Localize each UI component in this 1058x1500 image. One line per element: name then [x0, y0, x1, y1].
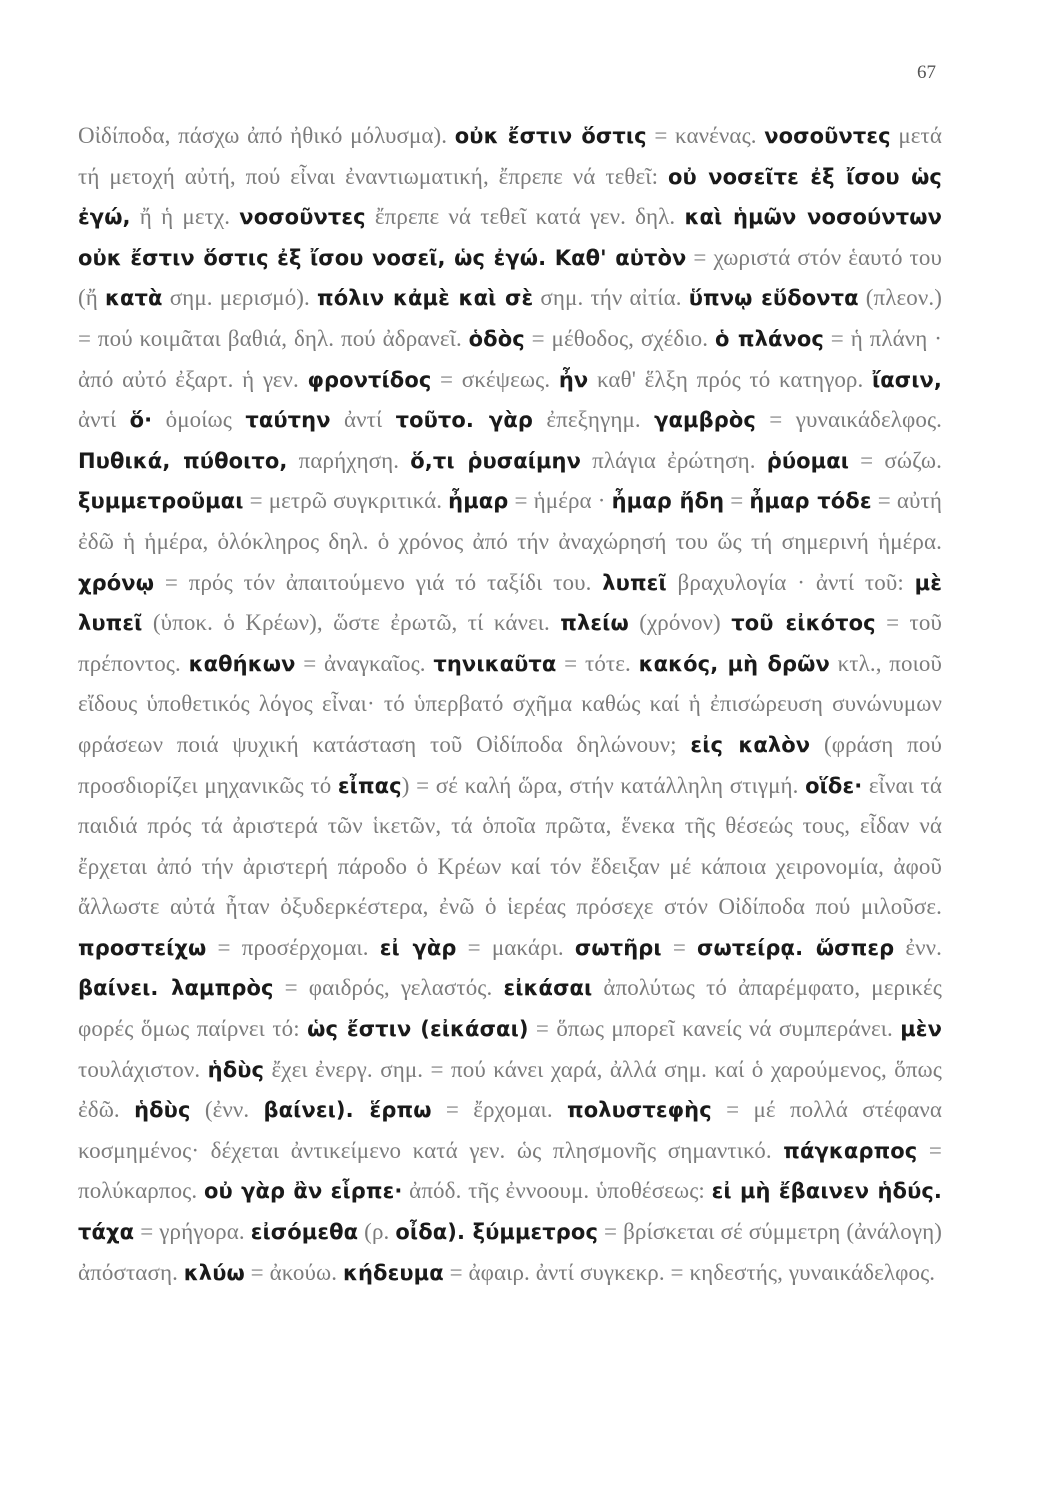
- headword: οἶδα). ξύμμετρος: [395, 1220, 598, 1245]
- commentary: ἀντί: [78, 407, 130, 433]
- commentary: βραχυλογία · ἀντί τοῦ:: [666, 569, 915, 595]
- headword: κατὰ: [105, 286, 163, 311]
- headword: ὁ πλάνος: [714, 326, 824, 351]
- commentary: (ἐνν.: [190, 1097, 264, 1123]
- headword: ἦν: [558, 367, 589, 392]
- commentary: (χρόνον): [628, 610, 732, 636]
- commentary: ) = σέ καλή ὥρα, στήν κατάλληλη στιγμή.: [401, 772, 806, 798]
- commentary: παρήχηση.: [287, 447, 411, 473]
- headword: πολυστεφὴς: [567, 1098, 712, 1123]
- commentary: ἤ ἡ μετχ.: [130, 204, 240, 230]
- headword: ὕπνῳ εὕδοντα: [688, 286, 859, 311]
- commentary: = σκέψεως.: [431, 366, 559, 392]
- headword: κλύω: [183, 1260, 245, 1285]
- commentary: = πολύκαρπος.: [78, 1137, 942, 1204]
- headword: νοσοῦντες: [764, 124, 891, 148]
- commentary-text: [78, 116, 942, 1293]
- headword: ἦμαρ: [448, 489, 509, 514]
- headword: νοσοῦντες: [239, 205, 366, 230]
- headword: μὲν: [900, 1017, 942, 1042]
- commentary: σημ. μερισμό).: [162, 285, 318, 311]
- headword: πάγκαρπος: [783, 1138, 918, 1163]
- commentary: = φαιδρός, γελαστός.: [273, 975, 504, 1001]
- headword: ἡδὺς: [134, 1098, 191, 1123]
- commentary: τουλάχιστον.: [78, 1056, 208, 1082]
- commentary: = μακάρι.: [456, 934, 575, 960]
- headword: πόλιν κἀμὲ καὶ σὲ: [317, 286, 534, 311]
- headword: καθήκων: [188, 651, 296, 676]
- commentary: = ἀφαιρ. ἀντί συγκεκρ. = κηδεστής, γυναικάδελφος.: [443, 1259, 936, 1285]
- headword: ἦμαρ τόδε: [749, 489, 872, 514]
- headword: εἶπας: [337, 773, 402, 798]
- commentary: (ρ.: [358, 1219, 396, 1245]
- headword: γαμβρὸς: [654, 408, 756, 433]
- commentary: = ἡμέρα ·: [508, 488, 612, 514]
- headword: τηνικαῦτα: [433, 651, 557, 676]
- commentary: πλάγια ἐρώτηση.: [581, 447, 767, 473]
- headword: ῥύομαι: [766, 448, 850, 473]
- commentary: (φράση πού προσδιορίζει μηχανικῶς τό: [78, 731, 942, 798]
- commentary: ἀντί: [330, 407, 396, 433]
- headword: ἡδὺς: [207, 1057, 265, 1082]
- headword: σωτῆρι: [574, 935, 662, 960]
- commentary: = ἀναγκαῖος.: [295, 650, 434, 676]
- headword: Πυθικά, πύθοιτο,: [78, 448, 288, 473]
- headword: κακός, μὴ δρῶν: [638, 651, 830, 676]
- headword: εἰκάσαι: [503, 976, 593, 1001]
- commentary: καθ' ἕλξη πρός τό κατηγορ.: [588, 366, 872, 392]
- commentary: ἀπόδ. τῆς ἐννοουμ. ὑποθέσεως:: [402, 1178, 712, 1204]
- headword: εἰς καλὸν: [690, 732, 811, 757]
- commentary: = ἡ πλάνη · ἀπό αὐτό ἐξαρτ. ἡ γεν.: [78, 325, 942, 392]
- headword: οὐ γὰρ ἂν εἷρπε·: [203, 1179, 403, 1204]
- headword: φροντίδος: [307, 367, 432, 392]
- headword: ὁδὸς: [468, 326, 525, 351]
- commentary: ὁμοίως: [152, 407, 246, 433]
- commentary: = γρήγορα.: [134, 1219, 251, 1245]
- commentary: ἔπρεπε νά τεθεῖ κατά γεν. δηλ.: [365, 204, 685, 230]
- commentary: μετά τή μετοχή αὐτή, πού εἶναι ἐναντιωματική, ἔπρεπε νά τεθεῖ:: [78, 123, 942, 189]
- headword: ὅ,τι ῥυσαίμην: [410, 448, 582, 473]
- commentary: = κανένας.: [646, 123, 765, 148]
- headword: ἦμαρ ἤδη: [611, 489, 725, 514]
- commentary: =: [724, 488, 750, 514]
- headword: σωτείρᾳ. ὥσπερ: [697, 935, 895, 960]
- headword: βαίνει. λαμπρὸς: [78, 976, 274, 1001]
- headword: ὡς ἔστιν (εἰκάσαι): [307, 1017, 529, 1042]
- headword: οἵδε·: [805, 773, 863, 798]
- commentary: = μέ πολλά στέφανα κοσμημένος· δέχεται ἀντικείμενο κατά γεν. ὡς πλησμονῆς σημαντικό.: [78, 1097, 942, 1163]
- headword: τοῦ εἰκότος: [731, 611, 876, 636]
- headword: χρόνῳ: [78, 570, 155, 595]
- commentary: = μέθοδος, σχέδιο.: [524, 325, 715, 351]
- commentary: = γυναικάδελφος.: [755, 407, 942, 433]
- commentary: ἐπεξηγημ.: [533, 407, 655, 433]
- headword: καὶ ἡμῶν νοσούντων οὐκ ἔστιν ὅστις ἐξ ἴσου νοσεῖ, ὡς ἐγώ. Καθ' αὑτὸν: [78, 205, 942, 270]
- commentary: σημ. τήν αἰτία.: [533, 285, 689, 311]
- page-number: 67: [917, 62, 936, 83]
- commentary: = πρός τόν ἀπαιτούμενο γιά τό ταξίδι του.: [154, 569, 603, 595]
- commentary: = αὐτή ἐδῶ ἡ ἡμέρα, ὁλόκληρος δηλ. ὁ χρόνος ἀπό τήν ἀναχώρησή του ὥς τή σημερινή ἡμέρα.: [78, 488, 942, 554]
- headword: πλείω: [560, 611, 629, 636]
- headword: βαίνει). ἕρπω: [263, 1098, 432, 1123]
- commentary: Οἰδίποδα, πάσχω ἀπό ἠθικό μόλυσμα).: [78, 123, 455, 148]
- headword: εἰ γὰρ: [379, 935, 457, 960]
- commentary: = ἔρχομαι.: [431, 1097, 567, 1123]
- headword: λυπεῖ: [602, 570, 667, 595]
- commentary: ἔχει ἐνεργ. σημ. = πού κάνει χαρά, ἀλλά σημ. καί ὁ χαρούμενος, ὅπως ἐδῶ.: [78, 1056, 942, 1123]
- commentary: = τοῦ πρέποντος.: [78, 610, 942, 676]
- headword: εἰσόμεθα: [250, 1220, 359, 1245]
- headword: οὐκ ἔστιν ὅστις: [454, 124, 647, 148]
- commentary: ἐνν.: [894, 934, 943, 960]
- commentary: = ἀκούω.: [244, 1259, 343, 1285]
- headword: ξυμμετροῦμαι: [78, 489, 244, 514]
- commentary: ἀπολύτως τό ἀπαρέμφατο, μερικές φορές ὅμως παίρνει τό:: [78, 975, 942, 1042]
- headword: μὲ λυπεῖ: [78, 570, 942, 636]
- commentary: (ὑποκ. ὁ Κρέων), ὥστε ἐρωτῶ, τί κάνει.: [142, 610, 561, 636]
- headword: τοῦτο. γὰρ: [395, 408, 533, 433]
- headword: ταύτην: [245, 408, 331, 433]
- commentary: = χωριστά στόν ἑαυτό του (ἤ: [78, 244, 942, 311]
- commentary: = μετρῶ συγκριτικά.: [243, 488, 449, 514]
- commentary: = βρίσκεται σέ σύμμετρη (ἀνάλογη) ἀπόσταση.: [78, 1219, 942, 1285]
- headword: ἴασιν,: [871, 367, 943, 392]
- commentary: εἶναι τά παιδιά πρός τά ἀριστερά τῶν ἱκετῶν, τά ὁποῖα πρῶτα, ἕνεκα τῆς θέσεώς τους, εἶδαν νά ἔρχεται ἀπό τήν ἀριστερή πάροδο ὁ Κρέων καί τόν ἔδειξαν μέ κάποια χειρονομία, ἀφοῦ ἄλλωστε αὐτά ἦταν ὀξυδερκέστερα, ἐνῶ ὁ ἱερέας πρόσεχε στόν Οἰδίποδα πού μιλοῦσε.: [78, 772, 942, 920]
- commentary: =: [661, 934, 698, 960]
- headword: προστείχω: [78, 935, 207, 960]
- headword: οὐ νοσεῖτε ἐξ ἴσου ὡς ἐγώ,: [78, 164, 942, 230]
- headword: εἰ μὴ ἔβαινεν ἡδύς. τάχα: [78, 1179, 942, 1245]
- commentary: (πλεον.) = πού κοιμᾶται βαθιά, δηλ. πού ἀδρανεῖ.: [78, 285, 942, 351]
- headword: κήδευμα: [342, 1260, 444, 1285]
- commentary: κτλ., ποιοῦ εἴδους ὑποθετικός λόγος εἶναι· τό ὑπερβατό σχῆμα καθώς καί ἡ ἐπισώρευση συνώνυμων φράσεων ποιά ψυχική κατάσταση τοῦ Οἰδίποδα δηλώνουν;: [78, 650, 942, 757]
- headword: ὅ·: [129, 408, 153, 433]
- commentary: = τότε.: [556, 650, 639, 676]
- commentary: = σώζω.: [849, 447, 942, 473]
- commentary: = ὅπως μπορεῖ κανείς νά συμπεράνει.: [528, 1016, 901, 1042]
- commentary: = προσέρχομαι.: [206, 934, 380, 960]
